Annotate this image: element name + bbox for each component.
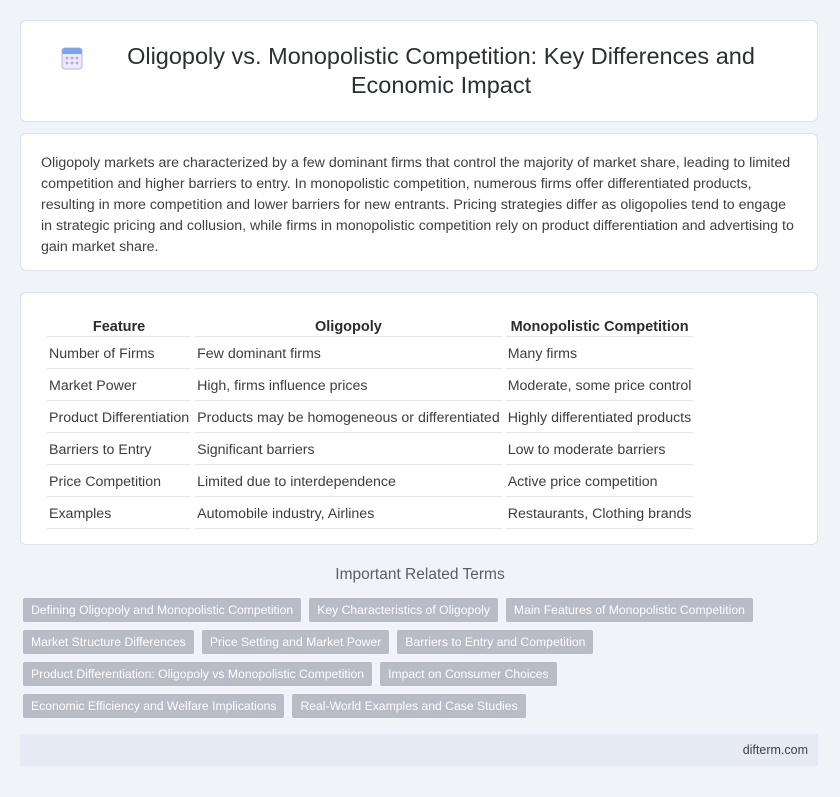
table-row (47, 435, 693, 465)
table-row (47, 499, 693, 529)
cell-oligopoly: High, firms influence prices (195, 371, 502, 401)
cell-monopolistic: Restaurants, Clothing brands (506, 499, 694, 529)
cell-monopolistic: Highly differentiated products (506, 403, 694, 433)
cell-oligopoly: Automobile industry, Airlines (195, 499, 502, 529)
page-title: Oligopoly vs. Monopolistic Competition: Key Differences and Economic Impact (127, 43, 755, 98)
cell-monopolistic: Many firms (506, 339, 694, 369)
header-monopolistic: Monopolistic Competition (506, 317, 694, 337)
cell-oligopoly: Few dominant firms (195, 339, 502, 369)
cell-monopolistic: Low to moderate barriers (506, 435, 694, 465)
intro-card (20, 133, 818, 271)
related-tag[interactable]: Defining Oligopoly and Monopolistic Competition (23, 598, 301, 622)
related-tag[interactable]: Impact on Consumer Choices (380, 662, 557, 686)
cell-feature: Number of Firms (47, 339, 191, 369)
related-tag[interactable]: Key Characteristics of Oligopoly (309, 598, 498, 622)
related-tag[interactable]: Product Differentiation: Oligopoly vs Monopolistic Competition (23, 662, 372, 686)
related-tag[interactable]: Real-World Examples and Case Studies (292, 694, 525, 718)
cell-feature: Price Competition (47, 467, 191, 497)
table-row (47, 371, 693, 401)
cell-monopolistic: Moderate, some price control (506, 371, 694, 401)
related-tag[interactable]: Economic Efficiency and Welfare Implications (23, 694, 284, 718)
table-row (47, 403, 693, 433)
cell-monopolistic: Active price competition (506, 467, 694, 497)
table-header-row (47, 317, 693, 337)
related-tag[interactable]: Market Structure Differences (23, 630, 194, 654)
table-row (47, 467, 693, 497)
header-oligopoly: Oligopoly (195, 317, 502, 337)
calendar-icon (59, 45, 85, 71)
comparison-table (43, 315, 697, 531)
cell-oligopoly: Limited due to interdependence (195, 467, 502, 497)
intro-paragraph: Oligopoly markets are characterized by a few dominant firms that control the majority of market share, leading to limited competition and higher barriers to entry. In monopolistic competition, numerous firms offer differentiated products, resulting in more competition and lower barriers for new entrants. Pricing strategies differ as oligopolies tend to engage in strategic pricing and collusion, while firms in monopolistic competition rely on product differentiation and advertising to gain market share. (41, 155, 794, 255)
header-feature: Feature (47, 317, 191, 337)
cell-oligopoly: Significant barriers (195, 435, 502, 465)
cell-feature: Product Differentiation (47, 403, 191, 433)
related-terms-title: Important Related Terms (335, 566, 505, 583)
cell-feature: Barriers to Entry (47, 435, 191, 465)
related-tag[interactable]: Main Features of Monopolistic Competition (506, 598, 753, 622)
table-row (47, 339, 693, 369)
cell-feature: Examples (47, 499, 191, 529)
cell-feature: Market Power (47, 371, 191, 401)
header-card (20, 20, 818, 122)
related-tag[interactable]: Price Setting and Market Power (202, 630, 389, 654)
footer (20, 734, 818, 766)
comparison-table-card (20, 292, 818, 545)
footer-site-link[interactable]: difterm.com (742, 743, 808, 757)
related-terms-tags (23, 598, 823, 726)
related-tag[interactable]: Barriers to Entry and Competition (397, 630, 593, 654)
cell-oligopoly: Products may be homogeneous or differentiated (195, 403, 502, 433)
title-wrap (59, 42, 779, 100)
